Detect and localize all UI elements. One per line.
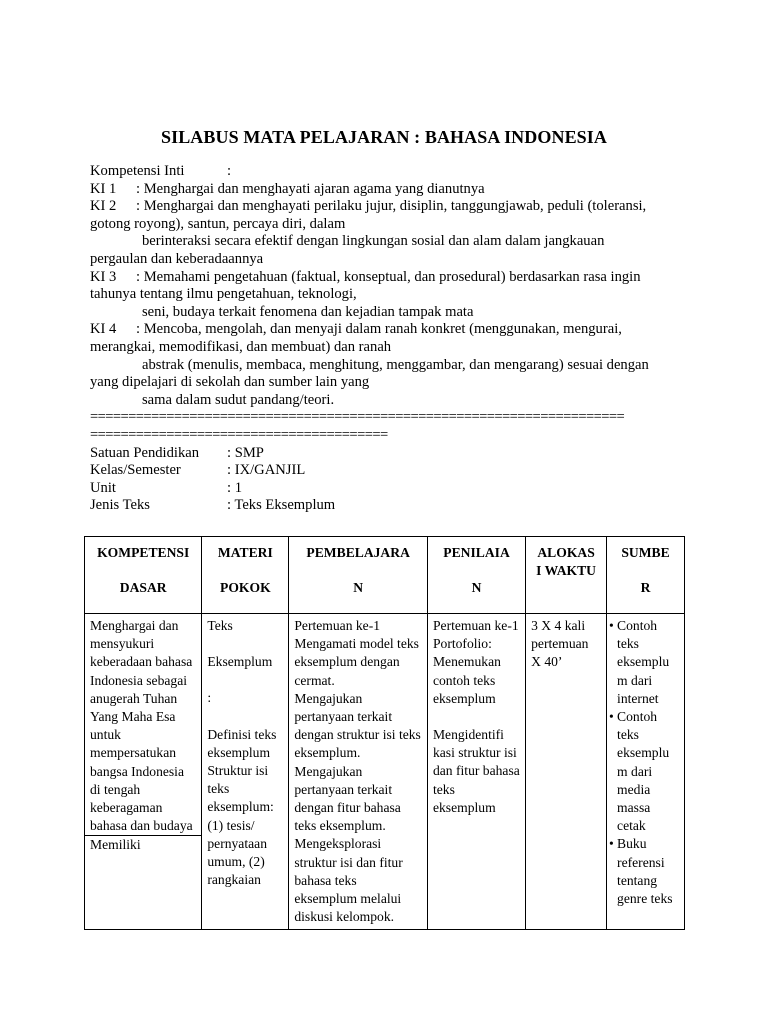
sumber-list bbox=[617, 617, 679, 908]
info-jenis-teks: Jenis Teks : Teks Eksemplum bbox=[90, 497, 336, 514]
cell-kd-next: Memiliki bbox=[85, 835, 201, 854]
ki-3-line: seni, budaya terkait fenomena dan kejadian tampak mata bbox=[142, 303, 474, 320]
ki-3-line: tahunya tentang ilmu pengetahuan, teknologi, bbox=[90, 286, 357, 303]
ki-2: KI 2 : Menghargai dan menghayati perilaku jujur, disiplin, tanggungjawab, peduli (toleransi, bbox=[90, 198, 647, 215]
ki-4-line: merangkai, memodifikasi, dan membuat) dan ranah bbox=[90, 338, 392, 355]
ki-4: KI 4 : Mencoba, mengolah, dan menyaji dalam ranah konkret (menggunakan, mengurai, bbox=[90, 321, 622, 338]
header-alokasi-waktu: ALOKAS I WAKTU bbox=[526, 537, 607, 614]
cell-sumber bbox=[607, 614, 685, 930]
ki-2-line: gotong royong), santun, percaya diri, dalam bbox=[90, 215, 346, 232]
header-pembelajaran: PEMBELAJARA N bbox=[289, 537, 428, 614]
ki-1: KI 1 : Menghargai dan menghayati ajaran agama yang dianutnya bbox=[90, 180, 485, 197]
cell-alokasi-waktu: 3 X 4 kali pertemuan X 40’ bbox=[526, 614, 607, 930]
ki-2-line: berinteraksi secara efektif dengan lingkungan sosial dan alam dalam jangkauan bbox=[142, 233, 605, 250]
cell-kompetensi-dasar: Menghargai dan mensyukuri keberadaan bahasa Indonesia sebagai anugerah Tuhan Yang Maha Esa untuk mempersatukan bangsa Indonesia di tengah keberagaman bahasa dan budaya Memiliki bbox=[85, 614, 202, 930]
header-kompetensi-dasar: KOMPETENSI DASAR bbox=[85, 537, 202, 614]
syllabus-table bbox=[84, 536, 685, 930]
ki-4-line: sama dalam sudut pandang/teori. bbox=[142, 391, 335, 408]
header-materi-pokok: MATERI POKOK bbox=[202, 537, 289, 614]
list-item: • Contoh teks eksemplu m dari internet bbox=[617, 617, 679, 708]
cell-materi-pokok: Teks Eksemplum : Definisi teks eksemplum Struktur isi teks eksemplum: (1) tesis/ pernyataan umum, (2) rangkaian bbox=[202, 614, 289, 930]
page-title: SILABUS MATA PELAJARAN : BAHASA INDONESIA bbox=[160, 127, 607, 147]
list-item: • Buku referensi tentang genre teks bbox=[617, 835, 679, 908]
separator-line: ======================================= bbox=[90, 426, 388, 443]
header-penilaian: PENILAIA N bbox=[427, 537, 525, 614]
kompetensi-inti-heading: Kompetensi Inti : bbox=[90, 163, 232, 179]
info-kelas-semester: Kelas/Semester : IX/GANJIL bbox=[90, 462, 306, 479]
ki-2-line: pergaulan dan keberadaannya bbox=[90, 250, 264, 267]
info-unit: Unit : 1 bbox=[90, 479, 242, 496]
separator-line: ====================================================================== bbox=[90, 409, 625, 426]
cell-pembelajaran: Pertemuan ke-1 Mengamati model teks eksemplum dengan cermat. Mengajukan pertanyaan terkait dengan struktur isi teks eksemplum. Mengajukan pertanyaan terkait dengan fitur bahasa teks eksemplum. Mengeksplorasi struktur isi dan fitur bahasa teks eksemplum melalui diskusi kelompok. bbox=[289, 614, 428, 930]
cell-penilaian: Pertemuan ke-1 Portofolio: Menemukan contoh teks eksemplum Mengidentifi kasi struktur isi dan fitur bahasa teks eksemplum bbox=[427, 614, 525, 930]
header-sumber: SUMBE R bbox=[607, 537, 685, 614]
ki-4-line: abstrak (menulis, membaca, menghitung, menggambar, dan mengarang) sesuai dengan bbox=[142, 356, 649, 373]
table-header-row bbox=[85, 537, 685, 614]
ki-3: KI 3 : Memahami pengetahuan (faktual, konseptual, dan prosedural) berdasarkan rasa ingin bbox=[90, 268, 641, 285]
kompetensi-inti-section bbox=[90, 163, 690, 515]
list-item: • Contoh teks eksemplu m dari media massa cetak bbox=[617, 708, 679, 835]
ki-4-line: yang dipelajari di sekolah dan sumber lain yang bbox=[90, 374, 370, 391]
table-row bbox=[85, 614, 685, 930]
info-satuan-pendidikan: Satuan Pendidikan : SMP bbox=[90, 444, 264, 461]
